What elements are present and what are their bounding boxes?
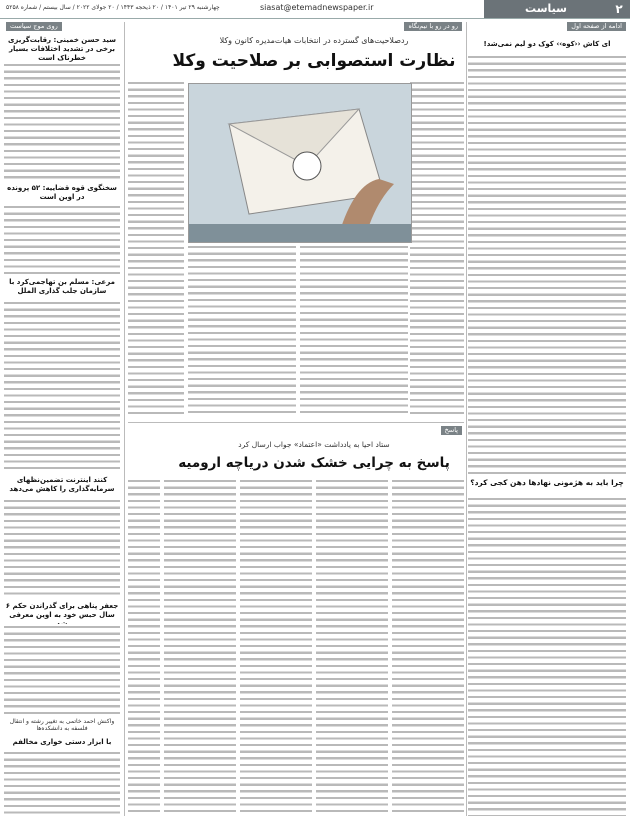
dateline: چهارشنبه ۲۹ تیر ۱۴۰۱ / ۲۰ ذیحجه ۱۴۴۳ / ۲۰ جولای ۲۰۲۲ / سال بیستم / شماره ۵۲۵۸ [6, 4, 220, 11]
mid-article-kicker: ستاد احیا به یادداشت «اعتماد» جواب ارسال کرد [238, 440, 390, 449]
article-photo [188, 83, 412, 243]
top-article-col-3 [300, 244, 408, 416]
section-rule [128, 422, 464, 423]
section-title: سیاست [484, 0, 608, 18]
left-col-text-4 [4, 498, 120, 598]
left-col-kicker-6: واکنش احمد خاتمی به تغییر رشته و انتقال فلسفه به دانشکده‌ها [9, 718, 115, 732]
page-number: ۲ [608, 0, 630, 18]
left-col-title-5: جعفر پناهی برای گذراندن حکم ۶ سال حبس خود به اوین معرفی [5, 602, 119, 619]
left-col-label: روی موج سیاست [6, 22, 62, 31]
mid-article-col-4 [164, 478, 236, 816]
left-col-text-6 [4, 750, 120, 816]
site-email: siasat@etemadnewspaper.ir [260, 3, 374, 12]
left-col-text-5 [4, 624, 120, 714]
left-col-text-1 [4, 62, 120, 180]
header-bar [0, 0, 630, 19]
right-col-second-title: چرا باید به هژمونی نهادها دهن کجی کرد؟ [470, 478, 624, 487]
top-article-col-2 [188, 244, 296, 416]
mid-article-col-3 [240, 478, 312, 816]
column-divider [466, 22, 467, 816]
right-col-title: ای کاش ‹‹کوه›› کوک دو لیم نمی‌شد! [483, 40, 611, 48]
left-col-text-3 [4, 300, 120, 470]
right-col-label: ادامه از صفحه اول [567, 22, 626, 31]
ballot-envelope-image [189, 84, 411, 242]
left-col-title-1: سید حسن خمینی: رقابت‌گریزی برخی در تشدید اختلافات بسیار خطرناک است [7, 36, 116, 62]
mid-article-col-5 [128, 478, 160, 816]
left-col-title-2: سخنگوی قوه قضاییه: ۵۲ پرونده در اوین است [7, 184, 117, 201]
top-article-kicker: ردصلاحیت‌های گسترده در انتخابات هیات‌مدیره کانون وکلا [219, 36, 409, 45]
top-article-title: نظارت استصوابی بر صلاحیت وکلا [172, 51, 456, 71]
top-article-col-1 [410, 80, 464, 416]
left-col-title-3: مرعی: مسلم بن تهاجمی‌کرد با سازمان جلب گذاری الملل [9, 278, 115, 295]
right-col-text [468, 54, 626, 474]
mid-article-col-1 [392, 478, 464, 816]
left-col-title-6: با ابزار دستی خواری مخالفم [12, 738, 112, 746]
mid-article-title: پاسخ به چرایی خشک شدن دریاچه ارومیه [178, 455, 450, 471]
top-article-col-4 [128, 80, 184, 416]
left-col-title-4: کنند اینترنت تضمین‌نظهای سرمایه‌گذاری را کاهش می‌دهد [9, 476, 115, 493]
right-col-second-text [468, 496, 626, 816]
left-divider [124, 22, 125, 816]
left-col-text-2 [4, 204, 120, 274]
mid-article-col-2 [316, 478, 388, 816]
mid-section-label: پاسخ [441, 426, 462, 435]
top-mid-label: رو در رو با نیم‌نگاه [404, 22, 462, 31]
